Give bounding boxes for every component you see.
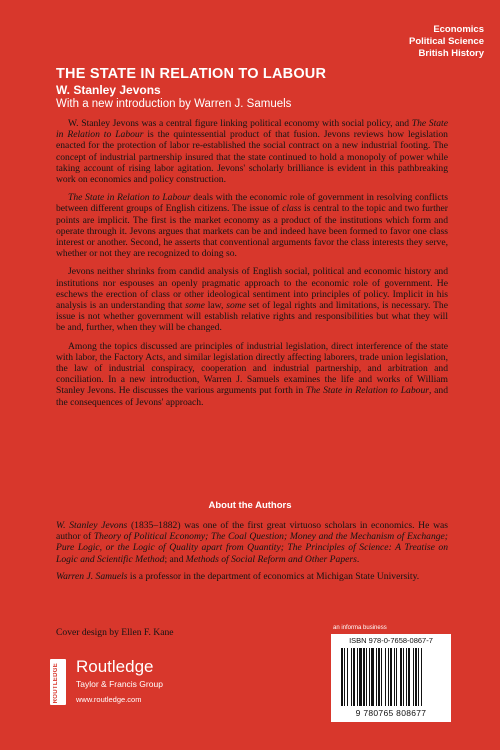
barcode-number: 9 780765 808677 [355,708,427,718]
publisher-group: Taylor & Francis Group [76,679,163,689]
logo-mark-text: ROUTLEDGE [53,663,59,704]
title-block [56,66,456,110]
publisher-logo [50,655,190,715]
informa-tag: an informa business [333,625,387,631]
publisher-name: Routledge [76,657,154,676]
isbn-label: ISBN 978-0-7658-0867-7 [349,636,433,645]
subject-tag: British History [418,48,484,59]
about-authors-heading: About the Authors [208,500,292,511]
book-title: THE STATE IN RELATION TO LABOUR [56,66,327,82]
subject-tag: Political Science [409,36,484,47]
author-bios [56,520,448,588]
description-paragraph: W. Stanley Jevons was a central figure linking political economy with social policy, and The State in Relation to Labour is the quintessential product of that fusion. Jevons reviews how legislation enacted for the protection of labor re-established the social contract on a new industrial footing. The concept of industrial partnership insured that the state continued to hold a monopoly of power while taking account of rising labor agitation. Jevons' scholarly brilliance is evident in this pathbreaking work on economics and policy construction. [56,118,448,186]
barcode-panel [331,634,451,722]
subject-tag: Economics [433,24,484,35]
description-paragraph: Jevons neither shrinks from candid analysis of English social, political and economic history and institutions nor espouses an openly pragmatic approach to the economic role of government. He eschews the erection of class or other ideological sentiment into principles of policy. Implicit in his analysis is an understanding that some law, some set of legal rights and limitations, is necessary. The issue is not whether government will establish relative rights and responsibilities but what they will be and, further, when they will be changed. [56,266,448,334]
book-description [56,118,448,415]
subject-tags [409,24,484,60]
cover-design-credit: Cover design by Ellen F. Kane [56,627,174,638]
introduction-credit: With a new introduction by Warren J. Samuels [56,98,292,110]
barcode-icon [339,648,443,706]
description-paragraph: Among the topics discussed are principles of industrial legislation, direct interference of the state with labor, the Factory Acts, and similar legislation directly affecting laborers, trade union legislation, the law of industrial conspiracy, cooperation and industrial partnership, and arbitration and conciliation. In a new introduction, Warren J. Samuels examines the life and works of William Stanley Jevons. He discusses the various arguments put forth in The State in Relation to Labour, and the consequences of Jevons' approach. [56,340,448,408]
author-bio-paragraph: Warren J. Samuels is a professor in the department of economics at Michigan State University. [56,570,420,582]
author-bio-paragraph: W. Stanley Jevons (1835–1882) was one of the first great virtuoso scholars in economics. He was author of Theory of Political Economy; The Coal Question; Money and the Mechanism of Exchange; Pure Logic, or the Logic of Quality apart from Quantity; The Principles of Science: A Treatise on Logic and Scientific Method; and Methods of Social Reform and Other Papers. [56,520,448,565]
book-author: W. Stanley Jevons [56,83,161,97]
publisher-url: www.routledge.com [76,695,142,704]
routledge-logo-icon [50,659,66,705]
description-paragraph: The State in Relation to Labour deals with the economic role of government in resolving conflicts between different groups of English citizens. The issue of class is central to the topic and two further points are implicit. The first is the market economy as a product of the institutions which form and operate through it. Jevons argues that markets can be and indeed have been formed to favor one class interest or another. Second, he asserts that conventional arguments favor the class interests they serve, whether or not they are recognized to doing so. [56,192,448,260]
